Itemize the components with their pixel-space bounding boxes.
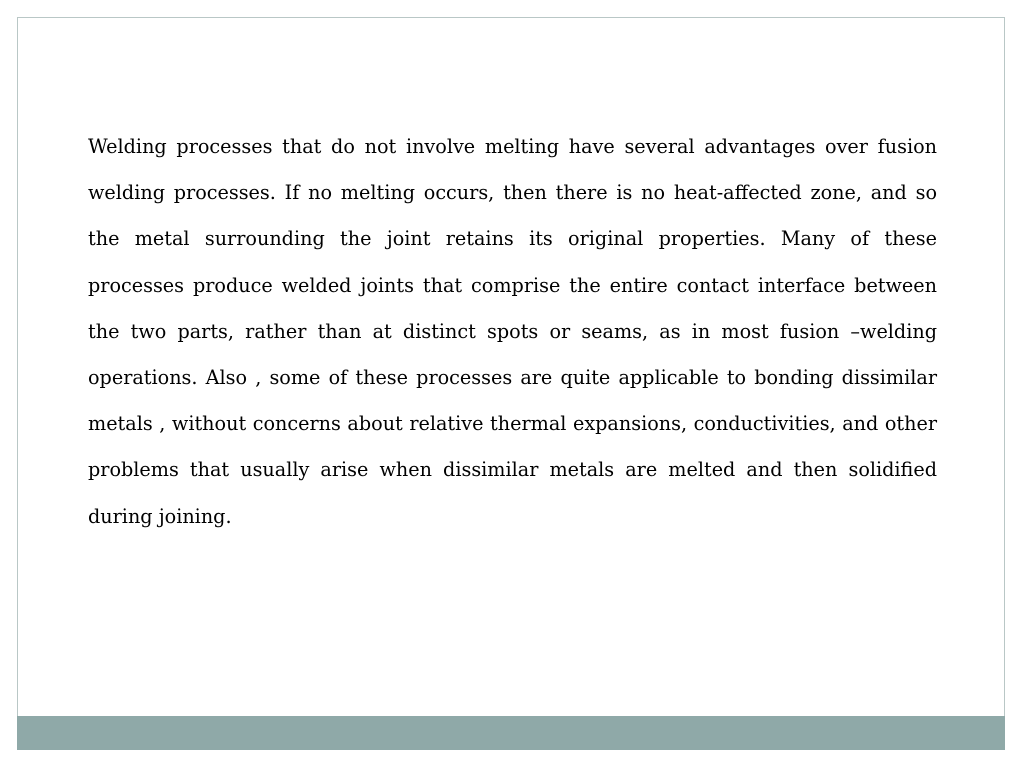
footer-bar (17, 716, 1005, 750)
body-paragraph: Welding processes that do not involve melting have several advantages over fusion welding processes. If no melting occurs, then there is no heat-affected zone, and so the metal surrounding the joint retains its original properties. Many of these processes produce welded joints that comprise the entire contact interface between the two parts, rather than at distinct spots or seams, as in most fusion –welding operations. Also , some of these processes are quite applicable to bonding dissimilar metals , without concerns about relative thermal expansions, conductivities, and other problems that usually arise when dissimilar metals are melted and then solidified during joining. (88, 135, 937, 528)
